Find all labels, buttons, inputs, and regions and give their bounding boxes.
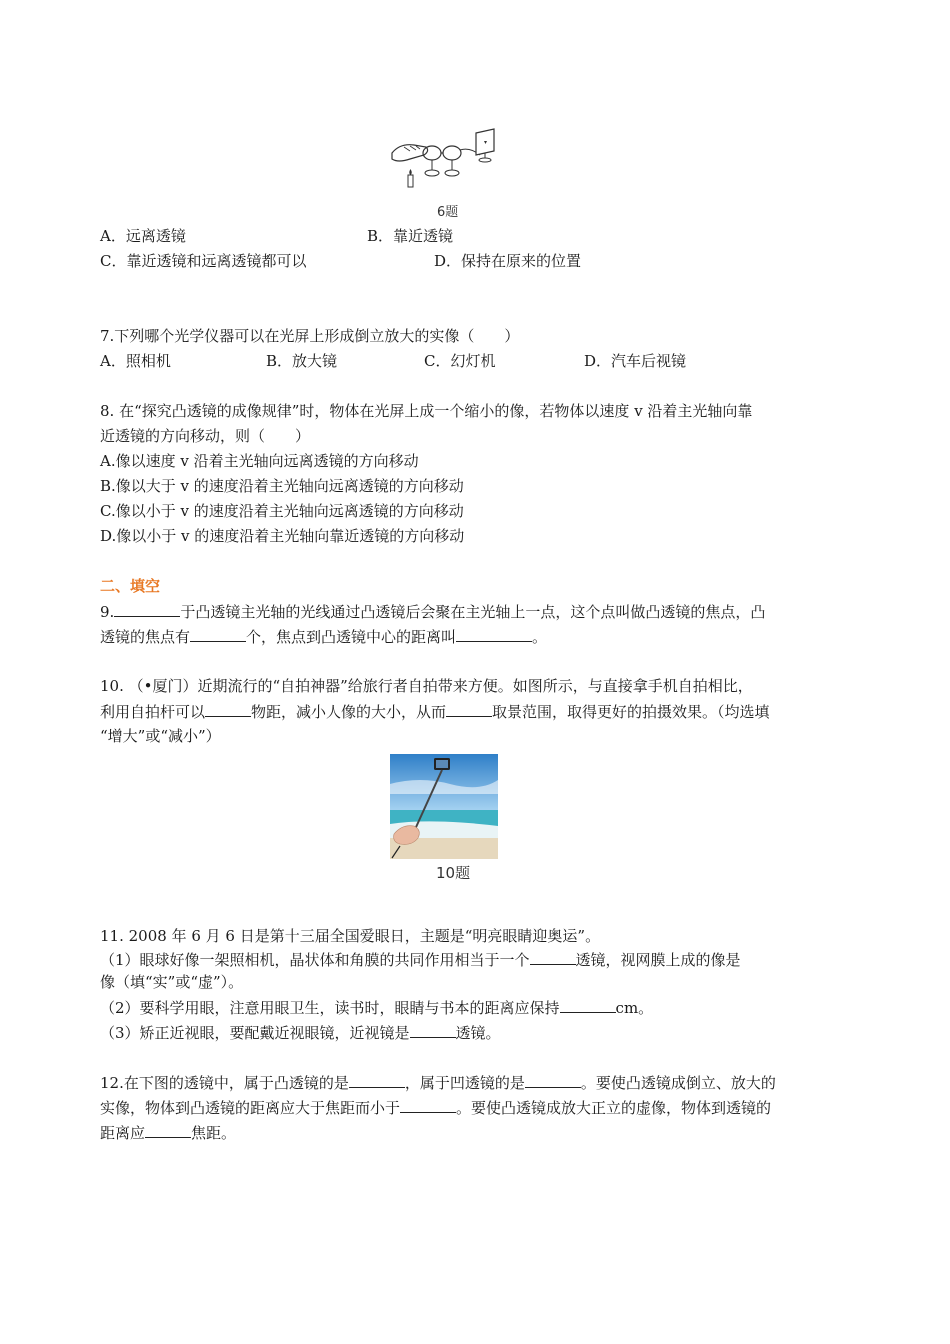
section-fill-in-title: 二、填空 (100, 577, 161, 595)
q10-figure-caption: 10题 (436, 864, 471, 882)
q10-blank-2[interactable] (446, 701, 492, 717)
q6-option-d: D．保持在原来的位置 (434, 252, 582, 270)
q12-blank-4[interactable] (145, 1122, 191, 1138)
q12-line2 (100, 1097, 771, 1118)
q12-line1 (100, 1072, 776, 1093)
q9-number: 9. (100, 603, 115, 621)
q12-line2-text-b: 。要使凸透镜成放大正立的虚像，物体到透镜的 (456, 1099, 772, 1117)
q11-part1-text-a: （1）眼球好像一架照相机，晶状体和角膜的共同作用相当于一个 (100, 951, 530, 969)
q7-stem: 7.下列哪个光学仪器可以在光屏上形成倒立放大的实像（ ） (100, 327, 520, 345)
q9-line1-text: 于凸透镜主光轴的光线通过凸透镜后会聚在主光轴上一点，这个点叫做凸透镜的焦点，凸 (180, 603, 766, 621)
q10-line2 (100, 701, 770, 722)
q6-figure-caption: 6题 (437, 205, 459, 220)
q11-part3 (100, 1022, 501, 1043)
q12-line3 (100, 1122, 236, 1143)
q6-option-a: A．远离透镜 (100, 227, 186, 245)
q11-part1-text-b: 透镜，视网膜上成的像是 (575, 951, 741, 969)
q12-line1-text-c: 。要使凸透镜成倒立、放大的 (580, 1074, 776, 1092)
q6-lens-experiment-figure (390, 125, 510, 200)
q9-blank-1[interactable] (114, 601, 180, 617)
q12-blank-1[interactable] (349, 1072, 405, 1088)
q11-part2-text-b: cm。 (615, 999, 654, 1017)
q9-line1 (100, 601, 765, 622)
q8-option-c: C.像以小于 v 的速度沿着主光轴向远离透镜的方向移动 (100, 502, 464, 520)
q10-line2-text-b: 物距，减小人像的大小，从而 (251, 703, 447, 721)
q9-blank-3[interactable] (456, 626, 532, 642)
q11-part2 (100, 997, 653, 1018)
q8-option-a: A.像以速度 v 沿着主光轴向远离透镜的方向移动 (100, 452, 419, 470)
q11-part3-text-a: （3）矫正近视眼，要配戴近视眼镜，近视镜是 (100, 1024, 410, 1042)
q11-blank-2[interactable] (560, 997, 616, 1013)
q8-stem-line1: 8. 在“探究凸透镜的成像规律”时，物体在光屏上成一个缩小的像，若物体以速度 v 沿着主光轴向靠 (100, 402, 753, 420)
q7-option-c: C．幻灯机 (424, 352, 496, 370)
q7-option-b: B．放大镜 (266, 352, 338, 370)
q12-blank-3[interactable] (400, 1097, 456, 1113)
q11-part1-line1 (100, 949, 741, 970)
q12-blank-2[interactable] (525, 1072, 581, 1088)
q10-line1: 10. （•厦门）近期流行的“自拍神器”给旅行者自拍带来方便。如图所示，与直接拿手机自拍相比， (100, 677, 753, 695)
q12-line1-text-b: ，属于凹透镜的是 (404, 1074, 525, 1092)
q9-line2-text-a: 透镜的焦点有 (100, 628, 191, 646)
q7-option-d: D．汽车后视镜 (584, 352, 687, 370)
q6-option-b: B．靠近透镜 (367, 227, 454, 245)
q11-part3-text-b: 透镜。 (455, 1024, 501, 1042)
q8-option-b: B.像以大于 v 的速度沿着主光轴向远离透镜的方向移动 (100, 477, 464, 495)
q10-line2-text-a: 利用自拍杆可以 (100, 703, 206, 721)
q10-blank-1[interactable] (205, 701, 251, 717)
q11-blank-1[interactable] (530, 949, 576, 965)
q10-line3: “增大”或“减小”） (100, 727, 221, 745)
q8-stem-line2: 近透镜的方向移动，则（ ） (100, 427, 311, 445)
q11-stem: 11. 2008 年 6 月 6 日是第十三届全国爱眼日，主题是“明亮眼睛迎奥运”。 (100, 927, 601, 945)
q11-blank-3[interactable] (410, 1022, 456, 1038)
q9-line2 (100, 626, 547, 647)
q9-line2-text-b: 个，焦点到凸透镜中心的距离叫 (246, 628, 457, 646)
q8-option-d: D.像以小于 v 的速度沿着主光轴向靠近透镜的方向移动 (100, 527, 465, 545)
q12-line3-text-a: 距离应 (100, 1124, 146, 1142)
q11-part1-line2: 像（填“实”或“虚”）。 (100, 973, 244, 991)
q12-line2-text-a: 实像，物体到凸透镜的距离应大于焦距而小于 (100, 1099, 401, 1117)
q11-part2-text-a: （2）要科学用眼，注意用眼卫生，读书时，眼睛与书本的距离应保持 (100, 999, 560, 1017)
q12-line3-text-b: 焦距。 (191, 1124, 237, 1142)
q9-line2-text-c: 。 (532, 628, 548, 646)
q10-line2-text-c: 取景范围，取得更好的拍摄效果。（均选填 (492, 703, 770, 721)
q10-selfie-stick-photo (390, 754, 498, 859)
q9-blank-2[interactable] (190, 626, 246, 642)
q7-option-a: A．照相机 (100, 352, 171, 370)
q12-line1-text-a: 12.在下图的透镜中，属于凸透镜的是 (100, 1074, 349, 1092)
q6-option-c: C．靠近透镜和远离透镜都可以 (100, 252, 307, 270)
